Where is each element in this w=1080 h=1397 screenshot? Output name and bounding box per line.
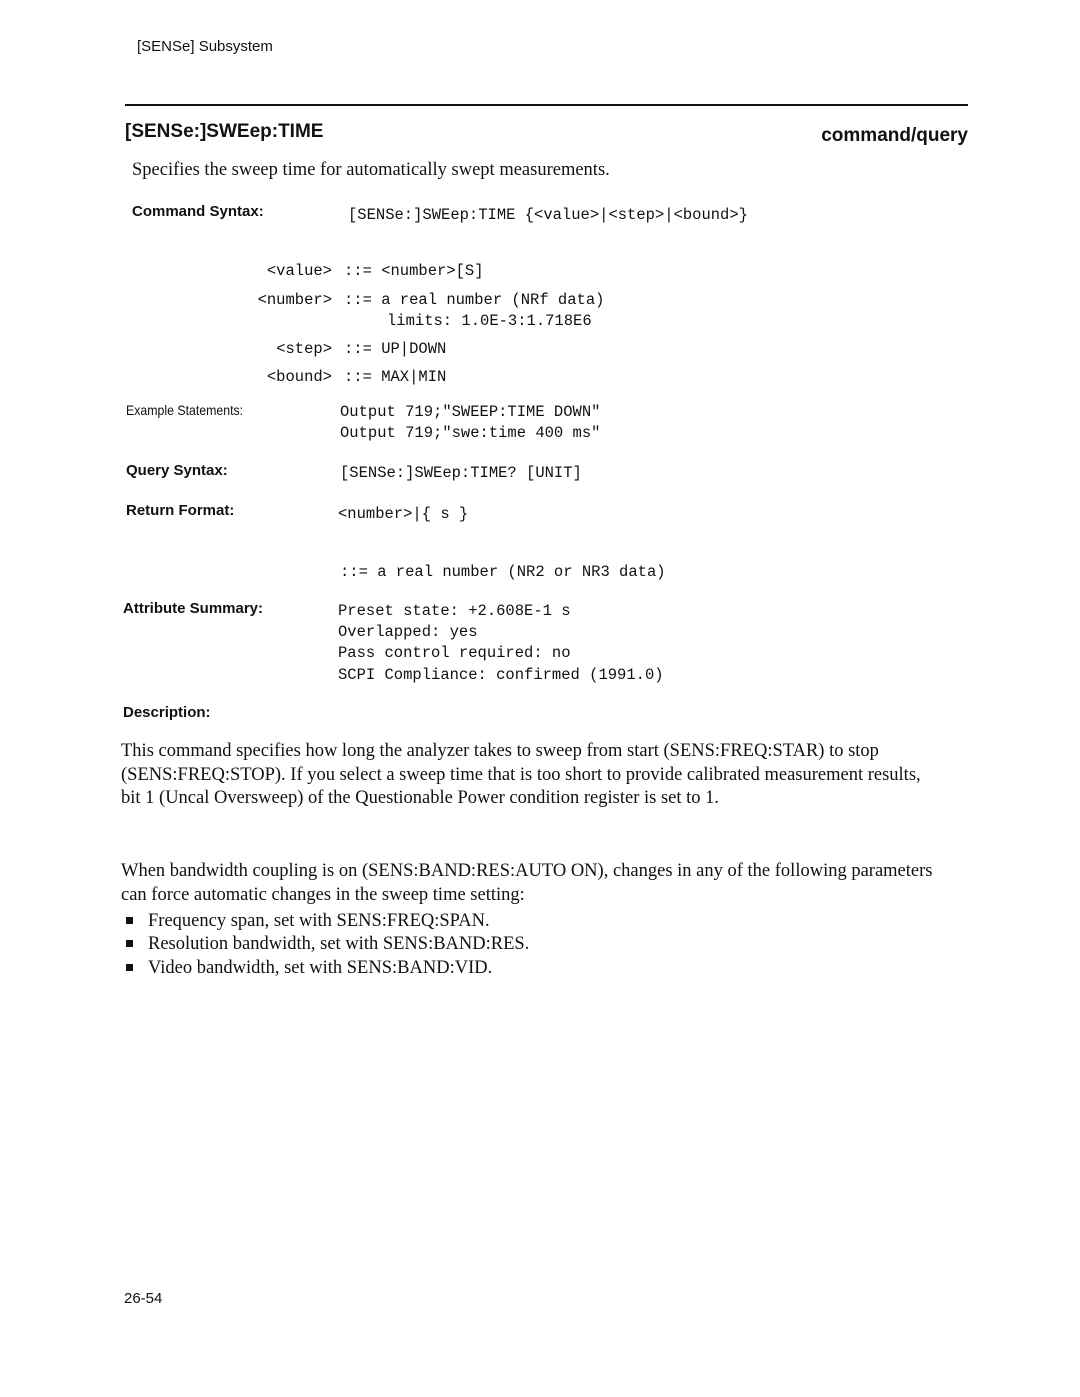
command-syntax-label: Command Syntax: [132, 203, 264, 220]
bullet-item [126, 934, 529, 955]
def-number: ::= a real number (NRf data) [344, 291, 605, 309]
def-value: ::= <number>[S] [344, 262, 484, 280]
query-syntax-value: [SENSe:]SWEep:TIME? [UNIT] [340, 464, 582, 482]
def-term-value: <value> [266, 262, 332, 280]
def-step: ::= UP|DOWN [344, 340, 447, 358]
description-paragraph: This command specifies how long the analyzer takes to sweep from start (SENS:FREQ:STAR) to stop (SENS:FREQ:STOP). If you select a sweep time that is too short to provide calibrated measurement results, bit 1 (Uncal Oversweep) of the Questionable Power condition register is set to 1. [121, 741, 921, 808]
query-syntax-label: Query Syntax: [126, 462, 228, 479]
def-limits: limits: 1.0E-3:1.718E6 [387, 312, 592, 330]
command-title: [SENSe:]SWEep:TIME [125, 121, 324, 142]
header-rule [125, 104, 968, 106]
description-label: Description: [123, 704, 211, 721]
section-header: [SENSe] Subsystem [137, 38, 273, 55]
bullet-icon [126, 940, 133, 947]
bullet-text: Frequency span, set with SENS:FREQ:SPAN. [148, 911, 490, 931]
attribute-line: Preset state: +2.608E-1 s [338, 602, 571, 620]
attribute-summary-label: Attribute Summary: [123, 600, 264, 617]
return-format-value: <number>|{ s } [338, 505, 469, 523]
attribute-line: Overlapped: yes [338, 623, 478, 641]
example-line: Output 719;"swe:time 400 ms" [340, 424, 601, 442]
def-term-number: <number> [257, 291, 332, 309]
attribute-line: SCPI Compliance: confirmed (1991.0) [338, 666, 664, 684]
return-format-def: ::= a real number (NR2 or NR3 data) [340, 563, 666, 581]
bullet-item [126, 911, 490, 932]
bullet-text: Resolution bandwidth, set with SENS:BAND:RES. [148, 934, 530, 954]
def-bound: ::= MAX|MIN [344, 368, 447, 386]
command-type: command/query [821, 125, 968, 146]
def-term-step: <step> [276, 340, 332, 358]
bullet-item [126, 958, 492, 979]
attribute-line: Pass control required: no [338, 644, 571, 662]
command-summary: Specifies the sweep time for automatically swept measurements. [132, 160, 610, 180]
page-number: 26-54 [124, 1290, 163, 1307]
example-line: Output 719;"SWEEP:TIME DOWN" [340, 403, 601, 421]
return-format-label: Return Format: [126, 502, 235, 519]
def-term-bound: <bound> [266, 368, 332, 386]
bullet-icon [126, 964, 133, 971]
command-syntax-value: [SENSe:]SWEep:TIME {<value>|<step>|<bound>} [348, 206, 748, 224]
bullet-text: Video bandwidth, set with SENS:BAND:VID. [148, 958, 493, 978]
description-paragraph: When bandwidth coupling is on (SENS:BAND:RES:AUTO ON), changes in any of the following parameters can force automatic changes in the sweep time setting: [121, 861, 933, 905]
bullet-icon [126, 917, 133, 924]
example-statements-label: Example Statements: [126, 402, 244, 418]
